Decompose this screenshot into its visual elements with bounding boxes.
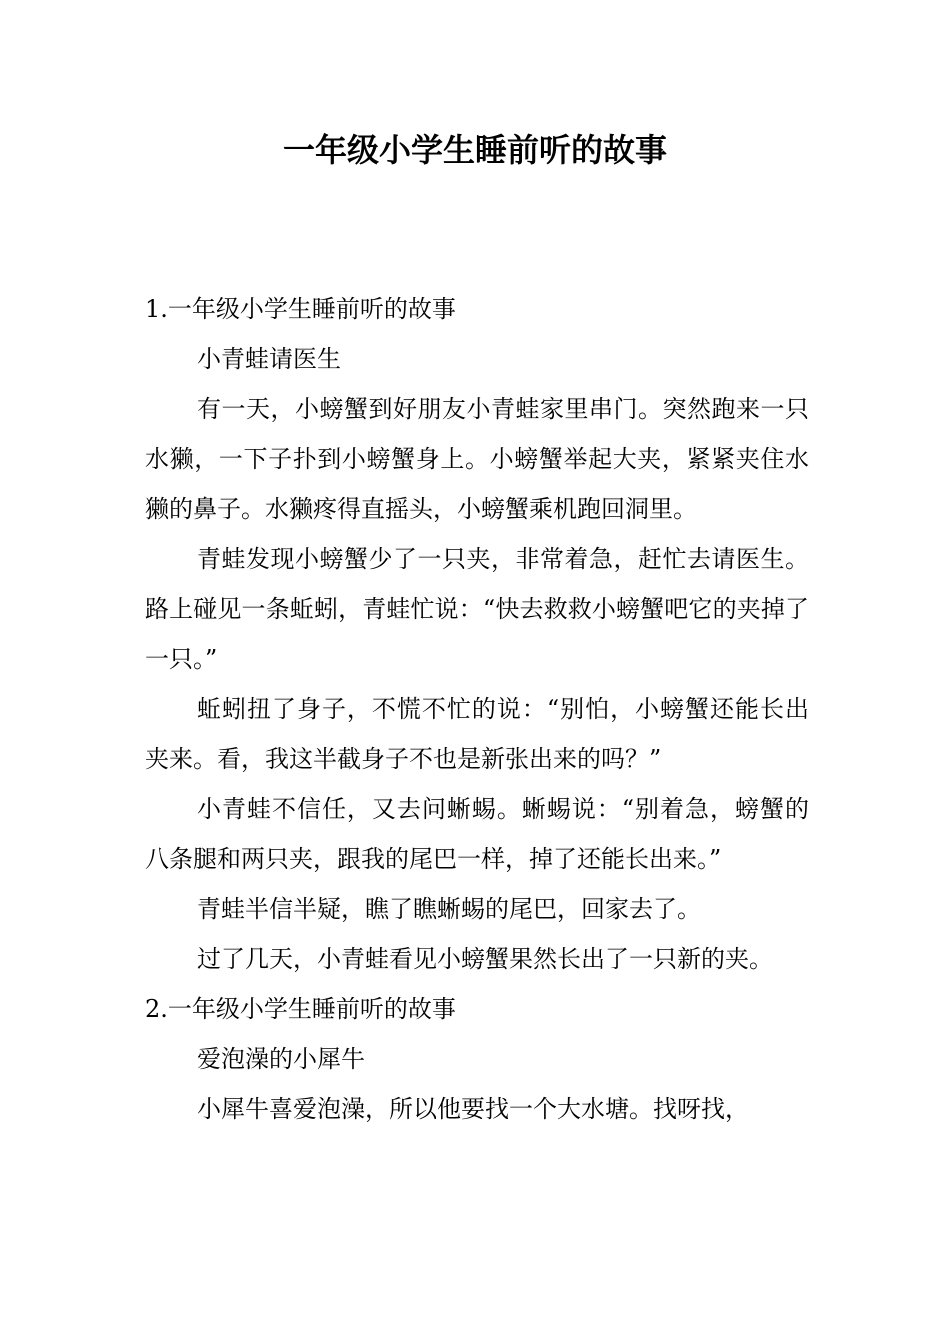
paragraph: 青蛙半信半疑，瞧了瞧蜥蜴的尾巴，回家去了。 (197, 895, 701, 923)
paragraph: 青蛙发现小螃蟹少了一只夹，非常着急，赶忙去请医生。路上碰见一条蚯蚓，青蛙忙说：“快去救救小螃蟹吧它的夹掉了一只。” (145, 545, 809, 673)
paragraph: 有一天，小螃蟹到好朋友小青蛙家里串门。突然跑来一只水獭，一下子扑到小螃蟹身上。小螃蟹举起大夹，紧紧夹住水獭的鼻子。水獭疼得直摇头，小螃蟹乘机跑回洞里。 (145, 395, 809, 523)
paragraph: 小犀牛喜爱泡澡，所以他要找一个大水塘。找呀找， (197, 1095, 749, 1123)
section-heading: 2.一年级小学生睡前听的故事 (145, 995, 456, 1023)
document-body (145, 284, 809, 1134)
section-heading: 1.一年级小学生睡前听的故事 (145, 295, 456, 323)
story-title: 爱泡澡的小犀牛 (197, 1045, 365, 1073)
paragraph: 过了几天，小青蛙看见小螃蟹果然长出了一只新的夹。 (197, 945, 773, 973)
document-title: 一年级小学生睡前听的故事 (282, 131, 667, 169)
paragraph: 小青蛙不信任，又去问蜥蜴。蜥蜴说：“别着急，螃蟹的八条腿和两只夹，跟我的尾巴一样，掉了还能长出来。” (145, 795, 809, 873)
story-title: 小青蛙请医生 (197, 345, 341, 373)
paragraph: 蚯蚓扭了身子，不慌不忙的说：“别怕，小螃蟹还能长出夹来。看，我这半截身子不也是新张出来的吗？” (145, 695, 809, 773)
